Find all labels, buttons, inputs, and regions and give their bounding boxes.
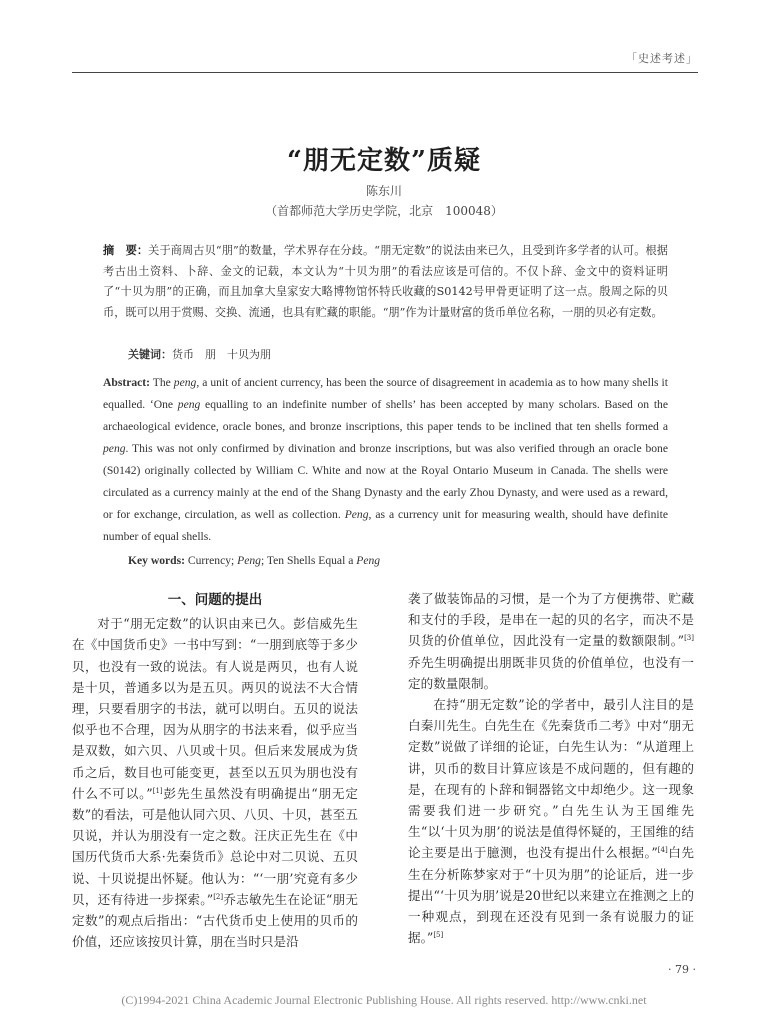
page-number: · 79 · — [668, 963, 696, 976]
abstract-en-text: , a unit of ancient currency, has been the source of disagreement in academia as to how many shells it equalled. ‘One — [103, 376, 668, 411]
body-paragraph — [72, 613, 358, 952]
citation-ref: [1] — [152, 786, 163, 795]
keywords-en-text: Currency; — [185, 554, 238, 567]
body-text: 乔志敏先生在论证“朋无定数”的观点后指出：“古代货币史上使用的贝币的价值，还应该按贝计算，朋在当时只是沿 — [72, 891, 358, 950]
body-text: 袭了做装饰品的习惯，是一个为了方便携带、贮藏和支付的手段，是串在一起的贝的名字，而决不是贝货的价值单位，因此没有一定量的数额限制。” — [408, 591, 694, 649]
article-title: “朋无定数”质疑 — [287, 146, 481, 176]
abstract-cn-label: 摘 要： — [103, 243, 149, 257]
citation-ref: [4] — [657, 846, 668, 855]
keywords-en-label: Key words: — [128, 554, 185, 567]
keywords-en — [128, 554, 668, 567]
body-text: 在持“朋无定数”论的学者中，最引人注目的是白秦川先生。白先生在《先秦货币二考》中对“朋无定数”说做了详细的论证，白先生认为：“从道理上讲，贝币的数目计算应该是不成问题的，但有趣的是，在现有的卜辞和铜器铭文中却绝少。这一现象需要我们进一步研究。”白先生认为王国维先生“以‘十贝为朋’的说法是值得怀疑的，王国维的结论主要是出于臆测，也没有提出什么根据。” — [408, 697, 694, 861]
body-paragraph — [408, 694, 694, 948]
citation-ref: [2] — [213, 892, 224, 901]
abstract-en-text: , as a currency unit for measuring wealth, should have definite number of equal shells. — [103, 508, 668, 543]
body-right-column — [408, 588, 694, 948]
abstract-en-italic: Peng — [344, 508, 369, 521]
abstract-en-text: . This was not only confirmed by divination and bronze inscriptions, but was also verified through an oracle bone (S0142) originally collected by William C. White and now at the Royal Ontario Museum in Canada. The shells were circulated as a currency mainly at the end of the Shang Dynasty and the early Zhou Dynasty, and were used as a reward, or for exchange, circulation, as well as collection. — [103, 442, 668, 521]
body-text: 乔先生明确提出朋既非贝货的价值单位，也没有一定的数量限制。 — [408, 654, 694, 691]
abstract-en-italic: peng — [177, 398, 201, 411]
header-rule — [72, 72, 698, 73]
keywords-cn-label: 关键词： — [128, 348, 172, 361]
body-left-column — [72, 590, 358, 952]
keywords-en-italic: Peng — [237, 554, 261, 567]
keywords-cn — [128, 346, 668, 362]
body-text: 彭先生虽然没有明确提出“朋无定数”的看法，可是他认同六贝、八贝、十贝，甚至五贝说，并认为朋没有一定之数。汪庆正先生在《中国历代货币大系·先秦货币》总论中对二贝说、五贝说、十贝说提出怀疑。他认为：“‘一朋’究竟有多少贝，还有待进一步探索。” — [72, 785, 358, 907]
keywords-cn-text: 货币 朋 十贝为朋 — [172, 348, 271, 361]
section-heading: 一、问题的提出 — [167, 592, 263, 608]
keywords-en-text: ; Ten Shells Equal a — [260, 554, 357, 567]
copyright-footer: (C)1994-2021 China Academic Journal Electronic Publishing House. All rights reserved. http://www.cnki.net — [121, 993, 647, 1007]
author-affiliation: （首都师范大学历史学院，北京 100048） — [265, 204, 503, 218]
body-text: 对于“朋无定数”的认识由来已久。彭信威先生在《中国货币史》一书中写到：“一朋到底等于多少贝，也没有一致的说法。有人说是两贝，也有人说是十贝，普通多以为是五贝。两贝的说法不大合情理，只要看朋字的书法，就可以明白。五贝的说法似乎也不合理，因为从朋字的书法来看，似乎应当是双数，如六贝、八贝或十贝。但后来发展成为货币之后，数目也可能变更，甚至以五贝为朋也没有什么不可以。” — [72, 616, 358, 801]
abstract-en-italic: peng — [173, 376, 197, 389]
keywords-en-italic: Peng — [356, 554, 381, 567]
abstract-en-text: equalling to an indefinite number of shells’ has been accepted by many scholars. Based on the archaeological evidence, oracle bones, and bronze inscriptions, this paper tends to be inclined that ten shells formed a — [103, 398, 668, 433]
abstract-en-text: The — [150, 376, 174, 389]
abstract-en-italic: peng — [103, 442, 126, 455]
abstract-cn — [103, 240, 668, 323]
body-text: 白先生在分析陈梦家对于“十贝为朋”的论证后，进一步提出“‘十贝为朋’说是20世纪以来建立在推测之上的一种观点，到现在还没有见到一条有说服力的证据。” — [408, 845, 694, 946]
abstract-en-label: Abstract: — [103, 376, 151, 389]
citation-ref: [3] — [684, 634, 694, 643]
section-tag: 「史述考述」 — [626, 52, 698, 65]
author-name: 陈东川 — [365, 184, 402, 198]
abstract-en — [103, 372, 668, 548]
body-paragraph — [408, 588, 694, 694]
citation-ref: [5] — [433, 931, 444, 940]
abstract-cn-text: 关于商周古贝“朋”的数量，学术界存在分歧。“朋无定数”的说法由来已久，且受到许多学者的认可。根据考古出土资料、卜辞、金文的记载，本文认为“十贝为朋”的看法应该是可信的。不仅卜辞、金文中的资料证明了“十贝为朋”的正确，而且加拿大皇家安大略博物馆怀特氏收藏的S0142号甲骨更证明了这一点。殷周之际的贝币，既可以用于赏赐、交换、流通，也具有贮藏的职能。“朋”作为计量财富的货币单位名称，一朋的贝必有定数。 — [103, 244, 668, 319]
